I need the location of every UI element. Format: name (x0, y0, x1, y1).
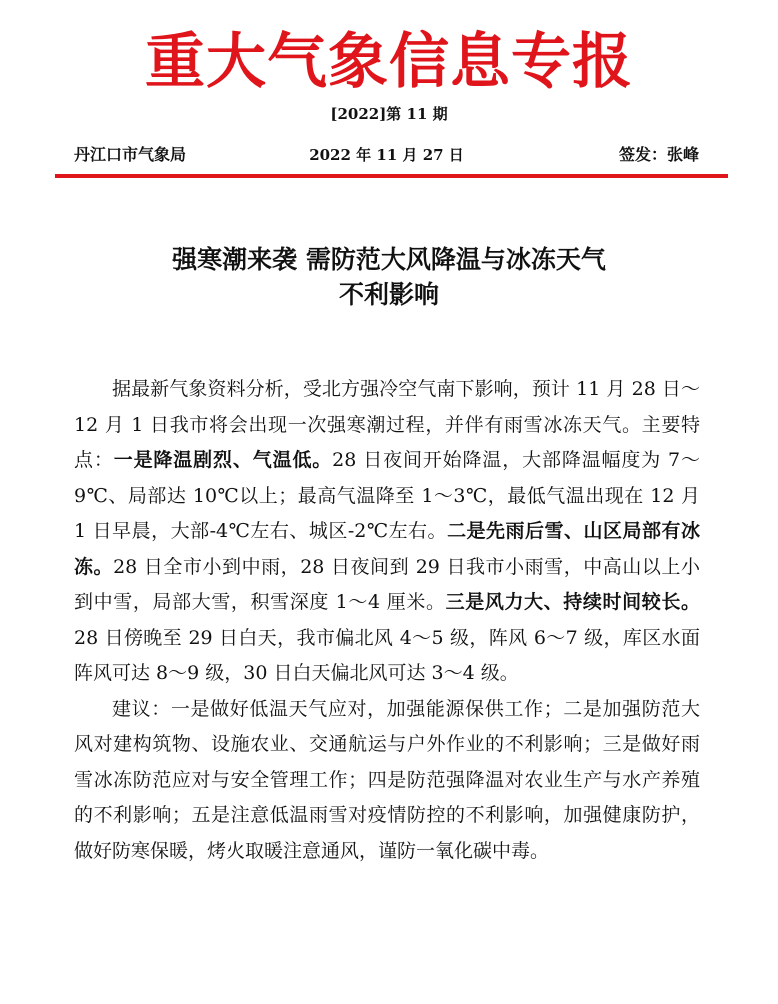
issuing-agency: 丹江口市气象局 (74, 145, 187, 164)
red-divider (55, 174, 728, 178)
point-3-heading: 三是风力大、持续时间较长。 (445, 591, 700, 613)
point-2-heading: 二是先雨后雪、山区局部有冰冻。 (74, 520, 700, 578)
issue-number: [2022]第 11 期 (330, 105, 448, 123)
paragraph-suggestions: 建议：一是做好低温天气应对，加强能源保供工作；二是加强防范大风对建构筑物、设施农业、交通航运与户外作业的不利影响；三是做好雨雪冰冻防范应对与安全管理工作；四是防范强降温对农业生产与水产养殖的不利影响；五是注意低温雨雪对疫情防控的不利影响，加强健康防护，做好防寒保暖，烤火取暖注意通风，谨防一氧化碳中毒。 (74, 697, 700, 862)
point-1-text: 28 日夜间开始降温，大部降温幅度为 7～9℃、局部达 10℃以上；最高气温降至 1～3℃，最低气温出现在 12 月 1 日早晨，大部-4℃左右、城区-2℃左右。 (74, 449, 700, 542)
article-body (74, 372, 700, 869)
article-title-line-2: 不利影响 (338, 280, 439, 309)
masthead-title: 重大气象信息专报 (145, 27, 633, 97)
point-2-text: 28 日全市小到中雨，28 日夜间到 29 日我市小雨雪，中高山以上小到中雪，局部大雪，积雪深度 1～4 厘米。 (74, 555, 700, 613)
issue-date: 2022 年 11 月 27 日 (309, 146, 464, 164)
article-title (0, 242, 778, 312)
meta-row (74, 144, 699, 166)
point-1-heading: 一是降温剧烈、气温低。 (113, 449, 333, 471)
paragraph-forecast (74, 372, 700, 692)
point-3-text: 28 日傍晚至 29 日白天，我市偏北风 4～5 级，阵风 6～7 级，库区水面阵风可达 8～9 级，30 日白天偏北风可达 3～4 级。 (74, 626, 700, 684)
forecast-intro: 据最新气象资料分析，受北方强冷空气南下影响，预计 11 月 28 日～12 月 1 日我市将会出现一次强寒潮过程，并伴有雨雪冰冻天气。主要特点： (74, 378, 700, 471)
signer: 签发：张峰 (618, 145, 699, 164)
article-title-line-1: 强寒潮来袭 需防范大风降温与冰冻天气 (172, 245, 606, 274)
